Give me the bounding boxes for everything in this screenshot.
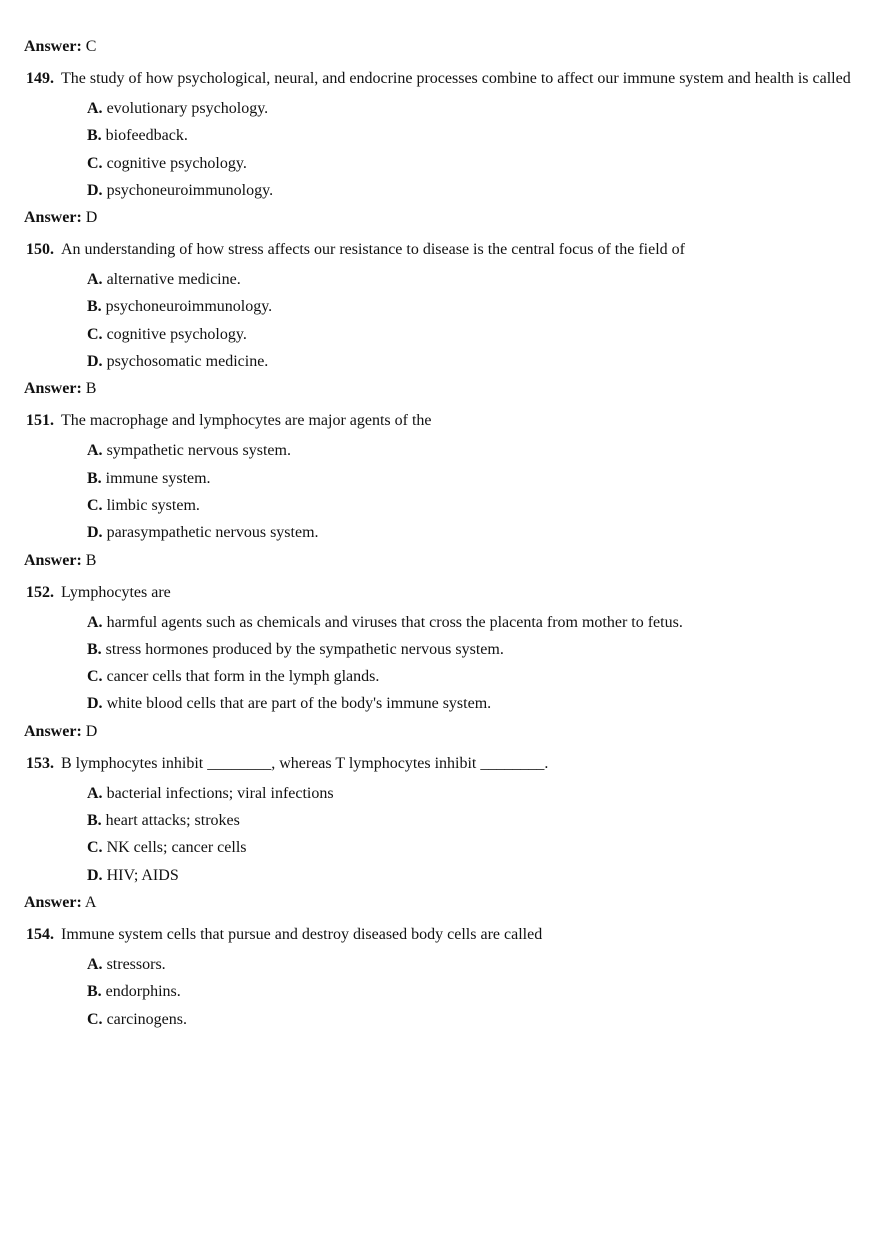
option-item [87,496,856,515]
question-block [24,754,856,912]
option-text: sympathetic nervous system. [106,442,291,460]
question-text: Immune system cells that pursue and destroy diseased body cells are called [61,925,543,943]
option-letter: A. [87,613,103,631]
option-item [87,325,856,344]
option-list [24,99,856,200]
option-item [87,469,856,488]
answer-label: Answer: [24,551,82,569]
option-text: carcinogens. [106,1010,187,1028]
option-item [87,838,856,857]
option-item [87,441,856,460]
option-item [87,270,856,289]
option-item [87,811,856,830]
option-text: cancer cells that form in the lymph glands. [106,668,380,686]
option-letter: C. [87,668,103,686]
question-number: 152. [26,583,54,601]
option-item [87,1010,856,1029]
option-letter: C. [87,325,103,343]
option-letter: B. [87,640,102,658]
option-item [87,866,856,885]
question-stem [24,411,856,430]
option-text: white blood cells that are part of the body's immune system. [106,695,492,713]
option-item [87,99,856,118]
option-letter: D. [87,524,103,542]
option-letter: A. [87,784,103,802]
answer-value: B [85,551,97,569]
answer-value: C [85,38,97,55]
option-letter: D. [87,866,103,884]
option-text: psychoneuroimmunology. [106,181,274,199]
option-item [87,297,856,316]
option-item [87,640,856,659]
option-letter: A. [87,271,103,289]
option-text: biofeedback. [105,127,188,145]
option-text: harmful agents such as chemicals and viruses that cross the placenta from mother to fetus. [106,613,683,631]
option-letter: B. [87,298,102,316]
answer-value: A [84,893,97,911]
option-letter: A. [87,955,103,973]
option-list [24,613,856,714]
option-letter: D. [87,353,103,371]
option-letter: C. [87,1010,103,1028]
option-item [87,154,856,173]
option-item [87,613,856,632]
option-item [87,181,856,200]
question-list [24,69,856,1029]
option-text: psychosomatic medicine. [106,353,269,371]
option-text: heart attacks; strokes [105,812,240,830]
option-item [87,955,856,974]
question-number: 151. [26,412,54,430]
option-text: limbic system. [106,496,200,514]
option-text: cognitive psychology. [106,325,247,343]
question-block [24,411,856,569]
option-item [87,982,856,1001]
question-number: 153. [26,754,54,772]
option-letter: B. [87,983,102,1001]
option-letter: D. [87,181,103,199]
option-letter: B. [87,127,102,145]
option-text: HIV; AIDS [106,866,179,884]
option-list [24,784,856,885]
answer-value: D [85,209,98,227]
option-item [87,523,856,542]
option-item [87,784,856,803]
option-text: parasympathetic nervous system. [106,524,319,542]
option-letter: C. [87,154,103,172]
option-text: stress hormones produced by the sympathetic nervous system. [105,640,504,658]
question-block [24,69,856,227]
answer-line [24,893,856,912]
question-number: 149. [26,70,54,87]
question-number: 154. [26,925,54,943]
option-text: immune system. [105,469,211,487]
option-letter: C. [87,496,103,514]
option-text: bacterial infections; viral infections [106,784,334,802]
option-text: evolutionary psychology. [106,100,269,117]
option-text: NK cells; cancer cells [106,839,247,857]
question-text: Lymphocytes are [61,583,171,601]
answer-line [24,37,856,56]
question-stem [24,583,856,602]
answer-value: B [85,380,97,398]
answer-label: Answer: [24,722,82,740]
option-item [87,126,856,145]
answer-label: Answer: [24,380,82,398]
option-text: endorphins. [105,983,181,1001]
option-letter: B. [87,812,102,830]
option-letter: C. [87,839,103,857]
question-block [24,583,856,741]
question-text: An understanding of how stress affects our resistance to disease is the central focus of the field of [61,241,685,259]
option-letter: A. [87,442,103,460]
option-text: psychoneuroimmunology. [105,298,273,316]
answer-label: Answer: [24,893,82,911]
answer-line [24,551,856,570]
answer-line [24,208,856,227]
answer-label: Answer: [24,38,82,55]
option-list [24,441,856,542]
option-text: cognitive psychology. [106,154,247,172]
question-text: The macrophage and lymphocytes are major agents of the [61,412,432,430]
option-letter: B. [87,469,102,487]
option-item [87,694,856,713]
question-number: 150. [26,241,54,259]
option-item [87,667,856,686]
question-stem [24,240,856,259]
question-stem [24,754,856,773]
option-list [24,270,856,371]
option-list [24,955,856,1029]
question-text: B lymphocytes inhibit ________, whereas T lymphocytes inhibit ________. [61,754,549,772]
option-text: stressors. [106,955,166,973]
answer-value: D [85,722,98,740]
answer-line [24,379,856,398]
option-letter: A. [87,100,103,117]
option-text: alternative medicine. [106,271,241,289]
answer-line [24,722,856,741]
option-item [87,352,856,371]
question-block [24,240,856,398]
question-stem [24,925,856,944]
answer-label: Answer: [24,209,82,227]
question-text: The study of how psychological, neural, and endocrine processes combine to affect our immune system and health is called [61,70,851,87]
option-letter: D. [87,695,103,713]
question-block [24,925,856,1029]
question-stem [24,69,856,88]
